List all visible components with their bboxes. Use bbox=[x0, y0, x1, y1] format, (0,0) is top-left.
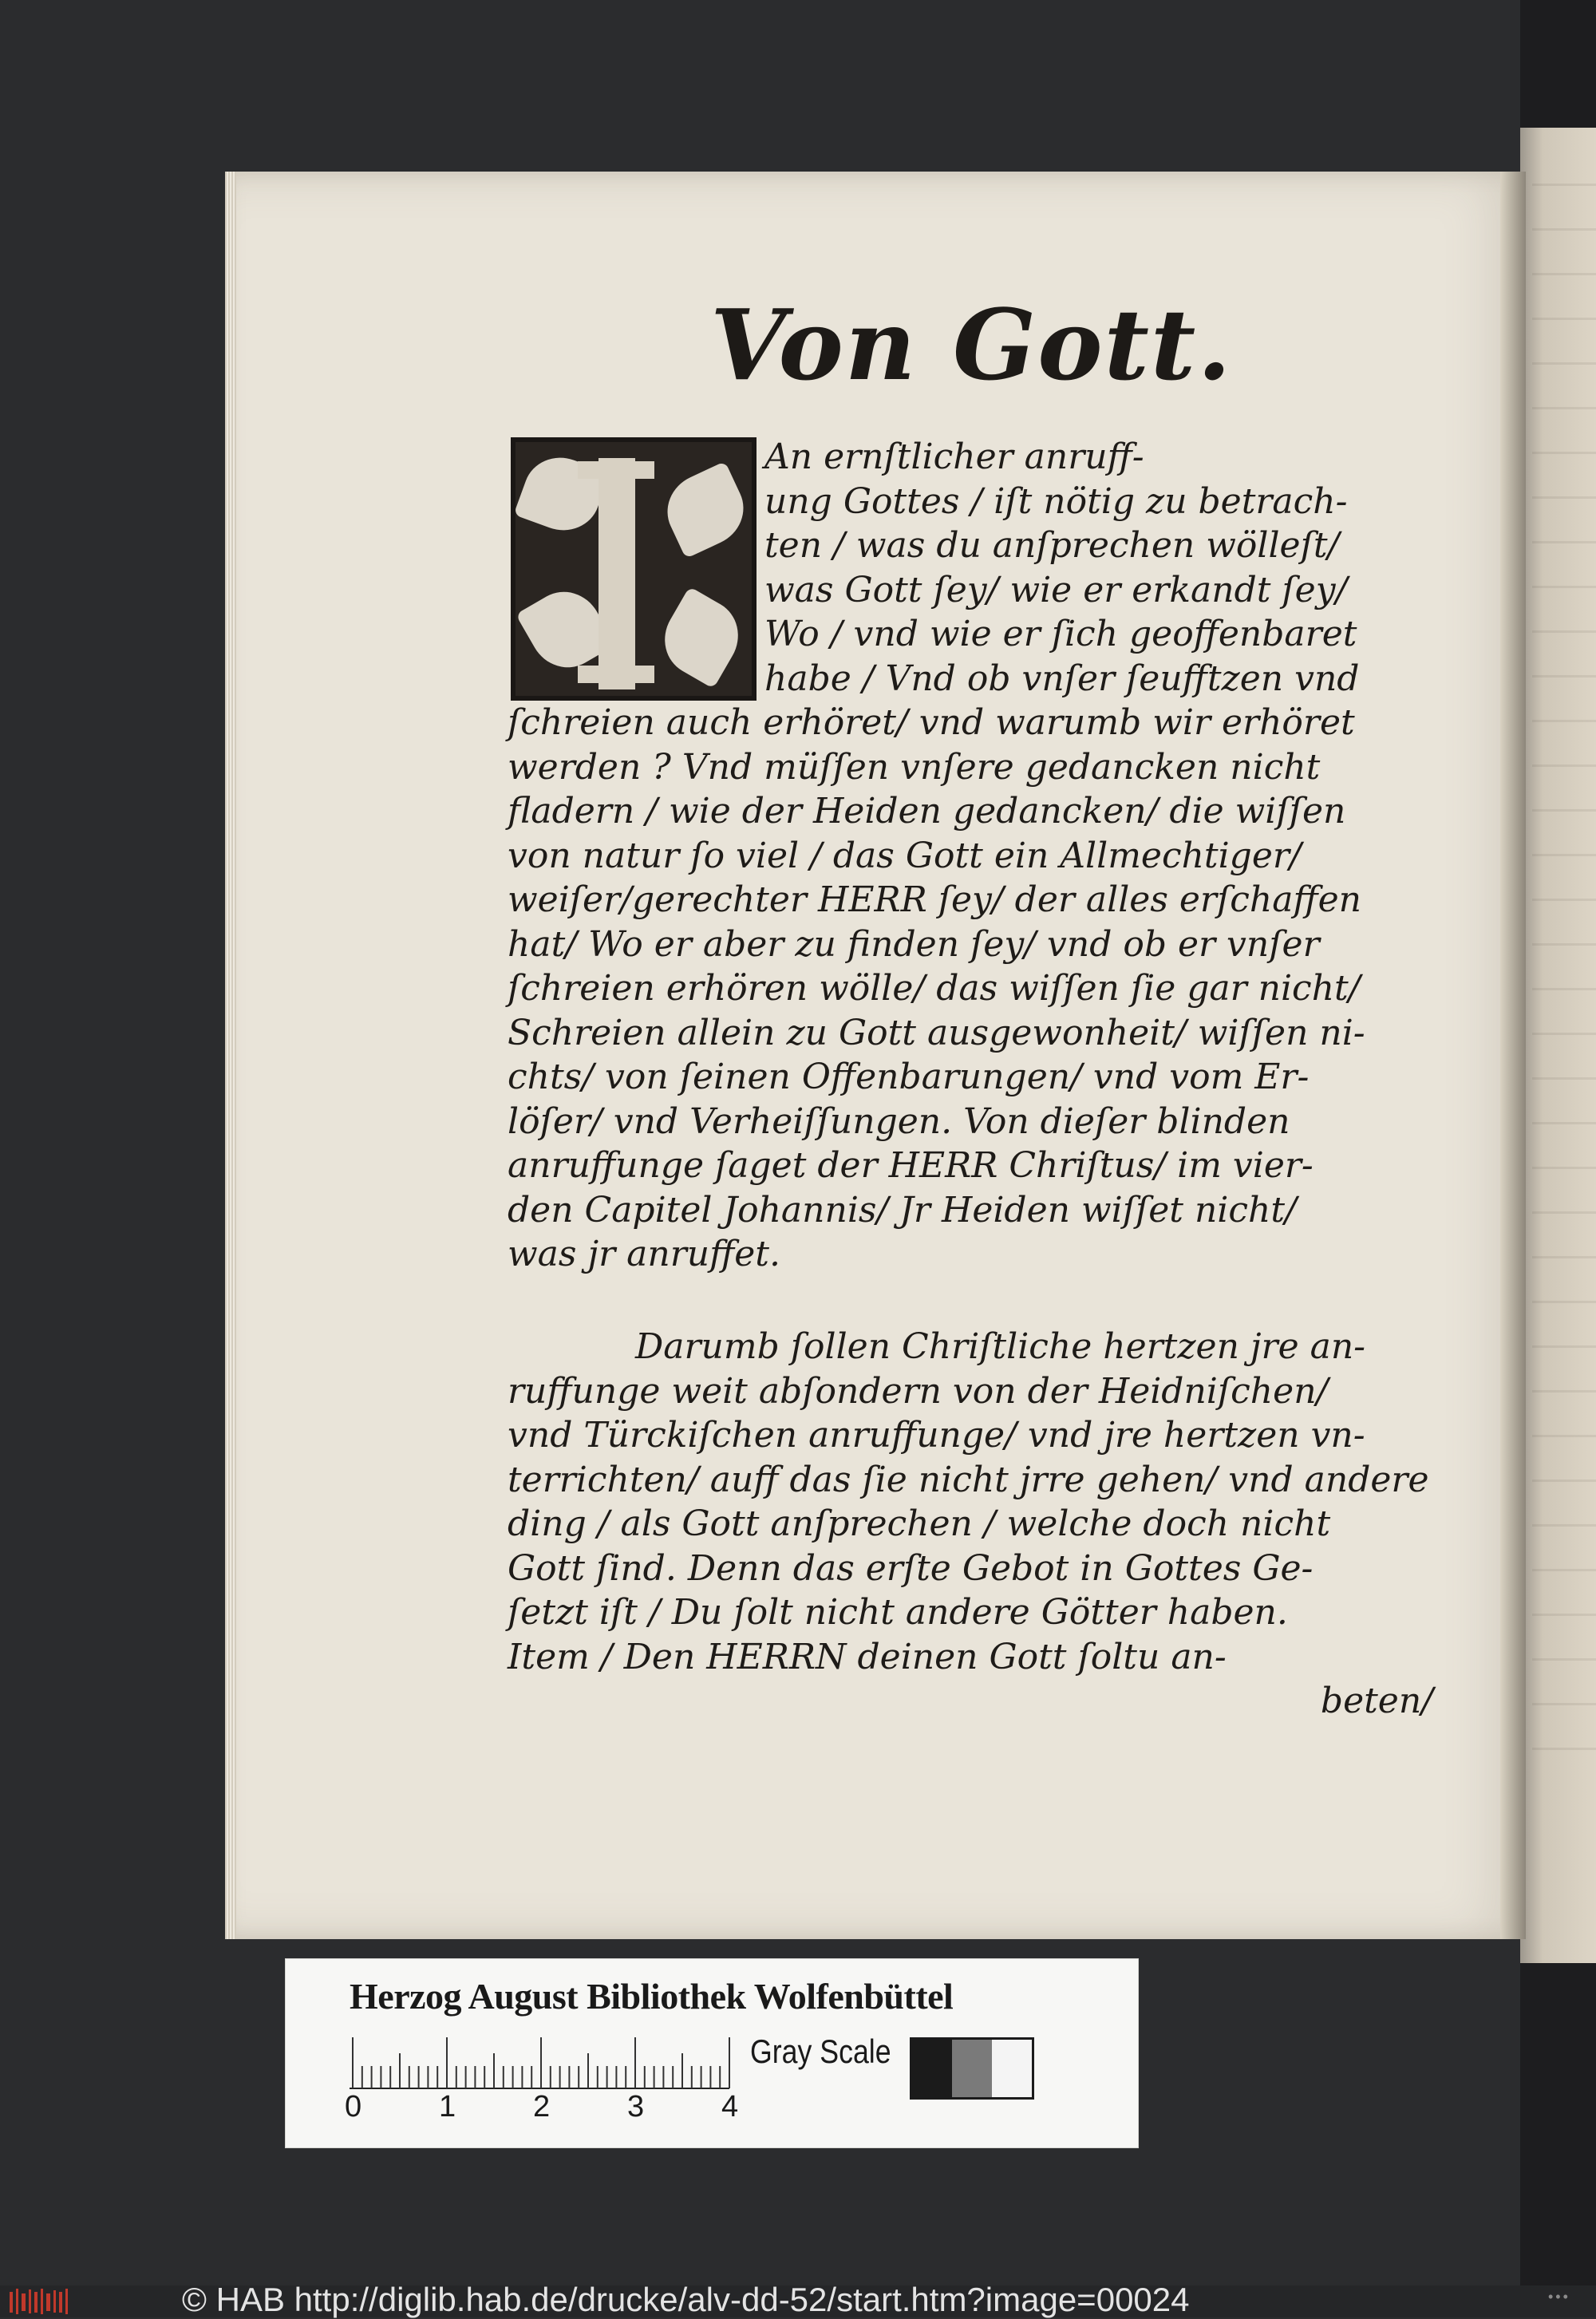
hab-barcode-logo-icon bbox=[8, 2287, 72, 2316]
swatch-dark bbox=[912, 2040, 952, 2097]
page-title: Von Gott. bbox=[710, 287, 1233, 402]
library-name: Herzog August Bibliothek Wolfenbüttel bbox=[350, 1976, 954, 2017]
ruler-ticks bbox=[350, 2034, 733, 2090]
scale-reference-card bbox=[286, 1959, 1138, 2147]
grayscale-swatches bbox=[910, 2037, 1034, 2100]
ruler-number: 4 bbox=[721, 2090, 739, 2123]
text-line: anruffunge ſaget der HERR Chriſtus/ im vier- bbox=[508, 1145, 1314, 1186]
text-line: habe / Vnd ob vnſer ſeufftzen vnd bbox=[764, 658, 1360, 699]
text-line: Schreien allein zu Gott ausgewonheit/ wiſſen ni- bbox=[508, 1012, 1365, 1053]
text-line: werden ? Vnd müſſen vnſere gedancken nicht bbox=[508, 746, 1321, 788]
text-line: was Gott ſey/ wie er erkandt ſey/ bbox=[764, 569, 1348, 610]
text-line: fladern / wie der Heiden gedancken/ die wiſſen bbox=[508, 791, 1346, 832]
text-line: Wo / vnd wie er ſich geoffenbaret bbox=[764, 614, 1357, 654]
page-edge bbox=[225, 172, 236, 1939]
more-dots-icon: ••• bbox=[1548, 2289, 1570, 2305]
text-line: ſchreien erhören wölle/ das wiſſen ſie gar nicht/ bbox=[508, 968, 1361, 1009]
text-line: was jr anruffet. bbox=[508, 1234, 780, 1274]
ruler-number: 1 bbox=[439, 2090, 456, 2123]
text-line: ſetzt iſt / Du ſolt nicht andere Götter haben. bbox=[508, 1592, 1288, 1633]
text-line: löſer/ vnd Verheiſſungen. Von dieſer blinden bbox=[508, 1100, 1290, 1142]
text-line: den Capitel Johannis/ Jr Heiden wiſſet nicht/ bbox=[508, 1189, 1297, 1231]
footer-bar bbox=[0, 2281, 1596, 2318]
text-line: Item / Den HERRN deinen Gott ſoltu an- bbox=[508, 1636, 1227, 1677]
text-line: hat/ Wo er aber zu finden ſey/ vnd ob er vnſer bbox=[508, 923, 1320, 965]
text-line: ſchreien auch erhöret/ vnd warumb wir erhöret bbox=[508, 702, 1355, 743]
text-line: von natur ſo viel / das Gott ein Allmechtiger/ bbox=[508, 835, 1302, 876]
text-line: Darumb ſollen Chriſtliche hertzen jre an- bbox=[635, 1326, 1366, 1367]
text-line: An ernſtlicher anruff- bbox=[764, 437, 1144, 477]
text-line: terrichten/ auff das ſie nicht jrre gehen/ vnd andere bbox=[508, 1459, 1429, 1500]
swatch-mid bbox=[952, 2040, 992, 2097]
grayscale-label: Gray Scale bbox=[750, 2033, 891, 2070]
text-line: chts/ von ſeinen Offenbarungen/ vnd vom Er- bbox=[508, 1057, 1310, 1097]
page-gutter bbox=[1500, 172, 1526, 1939]
ruler-number: 2 bbox=[533, 2090, 551, 2123]
adjacent-page-texture bbox=[1532, 184, 1596, 1780]
text-line: weiſer/gerechter HERR ſey/ der alles erſchaffen bbox=[508, 879, 1362, 920]
copyright-url: © HAB http://diglib.hab.de/drucke/alv-dd-52/start.htm?image=00024 bbox=[182, 2281, 1190, 2318]
catchword: beten/ bbox=[1320, 1681, 1433, 1721]
text-line: ruffunge weit abſondern von der Heidniſchen/ bbox=[508, 1370, 1329, 1412]
paragraph-2 bbox=[508, 1325, 1449, 1724]
text-line: ten / was du anſprechen wölleſt/ bbox=[764, 525, 1340, 566]
paragraph-1 bbox=[508, 435, 1449, 1277]
swatch-light bbox=[992, 2040, 1032, 2097]
text-line: ding / als Gott anſprechen / welche doch nicht bbox=[508, 1503, 1331, 1544]
text-line: Gott ſind. Denn das erſte Gebot in Gottes Ge- bbox=[508, 1547, 1314, 1589]
text-line: vnd Türckiſchen anruffunge/ vnd jre hertzen vn- bbox=[508, 1415, 1365, 1456]
text-line: ung Gottes / iſt nötig zu betrach- bbox=[764, 480, 1348, 522]
ruler-number: 0 bbox=[345, 2090, 362, 2123]
ruler-number: 3 bbox=[627, 2090, 645, 2123]
